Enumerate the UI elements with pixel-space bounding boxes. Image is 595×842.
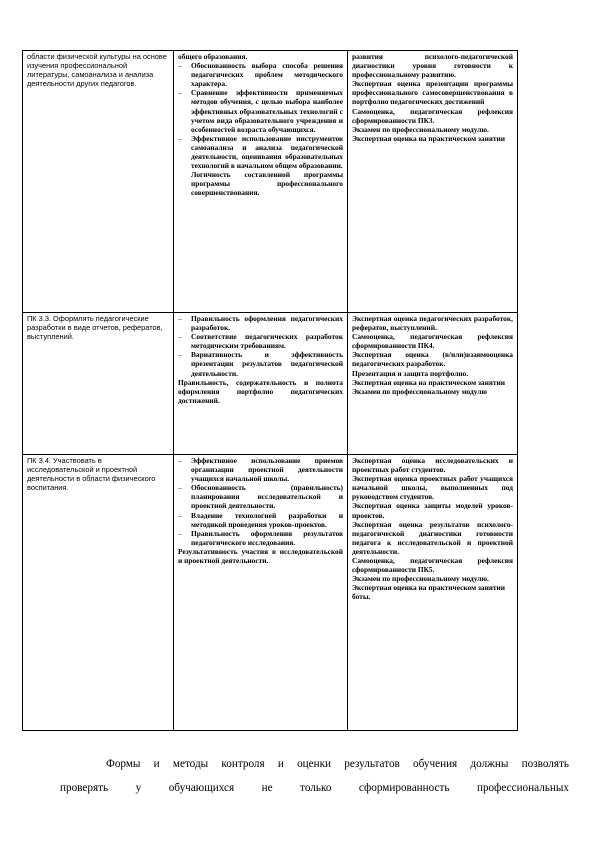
assessment-item: боты. [352, 592, 371, 602]
list-item: – Правильность оформления результатов педагогического исследования. [178, 529, 343, 547]
assessment-item: Экспертная оценка на практическом занятии [352, 583, 506, 593]
indicator-tail: Результативность участия в исследовательской и проектной деятельности. [178, 546, 343, 566]
assessment-item: Экспертная оценка на практическом занятии [352, 133, 506, 143]
competency-cell [23, 51, 174, 313]
assessment-item: Экспертная оценка презентации программы профессионального самосовершенствования в портфолио педагогических достижений [352, 79, 513, 107]
list-item: – Эффективное использование инструментов самоанализа и анализа педагогической деятельности, оценивания образовательных технологий в начальном общем образовании. [178, 134, 343, 170]
body-paragraph [60, 752, 569, 800]
indicator-list [178, 314, 343, 378]
competency-text: ПК 3.4. Участвовать в исследовательской и проектной деятельности в области физического воспитания. [27, 456, 156, 493]
assessment-item: Экспертная оценка проектных работ учащихся начальной школы, выполненных под руководством студентов. [352, 474, 513, 502]
indicator-list [178, 456, 343, 547]
indicator-list [178, 61, 343, 170]
assessment-item: Самооценка, педагогическая рефлексия сформированности ПК4. [352, 332, 513, 351]
list-item: – Правильность оформления педагогических разработок. [178, 314, 343, 332]
indicators-cell [174, 313, 348, 455]
competency-cell [23, 313, 174, 455]
list-item: – Владение технологией разработки и методикой проведения уроков-проектов. [178, 511, 343, 529]
paragraph-line: проверять у обучающихся не только сформированность профессиональных [60, 782, 569, 794]
assessment-item: Экзамен по профессиональному модулю. [352, 124, 489, 134]
assessment-cell [348, 313, 518, 455]
assessment-table [22, 50, 518, 731]
competency-text: области физической культуры на основе изучения профессиональной литературы, самоанализа и анализа деятельности других педагогов. [27, 52, 167, 89]
assessment-item: Экспертная оценка (в/или)взаимооценка педагогических разработок. [352, 350, 513, 369]
assessment-item: развития психолого-педагогической диагностики уровня готовности к профессиональному развитию. [352, 52, 513, 80]
indicator-tail: Логичность составленной программы программы профессионального совершенствования. [191, 170, 343, 198]
assessment-cell [348, 455, 518, 731]
list-item: – Эффективное использование приемов организации проектной деятельности учащихся начальной школы. [178, 456, 343, 483]
assessment-item: Экспертная оценка педагогических разработок, рефератов, выступлений. [352, 314, 513, 333]
assessment-cell [348, 51, 518, 313]
competency-text: ПК 3.3. Оформлять педагогические разработки в виде отчетов, рефератов, выступлений. [27, 314, 163, 342]
list-item: – Вариативность и эффективность презентации результатов педагогической деятельности. [178, 350, 343, 377]
table-row [23, 51, 518, 313]
competency-cell [23, 455, 174, 731]
assessment-item: Экзамен по профессиональному модулю. [352, 574, 489, 584]
assessment-item: Самооценка, педагогическая рефлексия сформированности ПК5. [352, 556, 513, 575]
assessment-item: Экспертная оценка на практическом занятии [352, 377, 506, 387]
indicators-cell [174, 51, 348, 313]
table-row [23, 455, 518, 731]
indicator-tail: Правильность, содержательность и полнота оформления портфолио педагогических достижений. [178, 377, 343, 405]
assessment-item: Самооценка, педагогическая рефлексия сформированности ПК3. [352, 106, 513, 125]
paragraph-line: Формы и методы контроля и оценки результатов обучения должны позволять [106, 758, 569, 770]
assessment-item: Экспертная оценка защиты моделей уроков-проектов. [352, 501, 513, 520]
assessment-item: Экспертная оценка исследовательских и проектных работ студентов. [352, 456, 513, 475]
table-row [23, 313, 518, 455]
assessment-item: Экспертная оценка результатов психолого-педагогической диагностики готовности педагога к исследовательской и проектной деятельности. [352, 519, 513, 556]
list-item: – Сравнение эффективности применяемых методов обучения, с целью выбора наиболее эффективных образовательных технологий с учетом вида образовательного учреждения и особенностей возраста обучающихся. [178, 88, 343, 133]
indicator-continuation: общего образования. [178, 52, 248, 61]
assessment-item: Презентация и защита портфолио. [352, 368, 469, 378]
list-item: – Соответствие педагогических разработок методическим требованиям. [178, 332, 343, 350]
indicators-cell [174, 455, 348, 731]
list-item: – Обоснованность (правильность) планирования исследовательской и проектной деятельности. [178, 483, 343, 510]
list-item: – Обоснованность выбора способа решения педагогических проблем методического характера. [178, 61, 343, 88]
assessment-item: Экзамен по профессиональному модулю [352, 386, 488, 396]
